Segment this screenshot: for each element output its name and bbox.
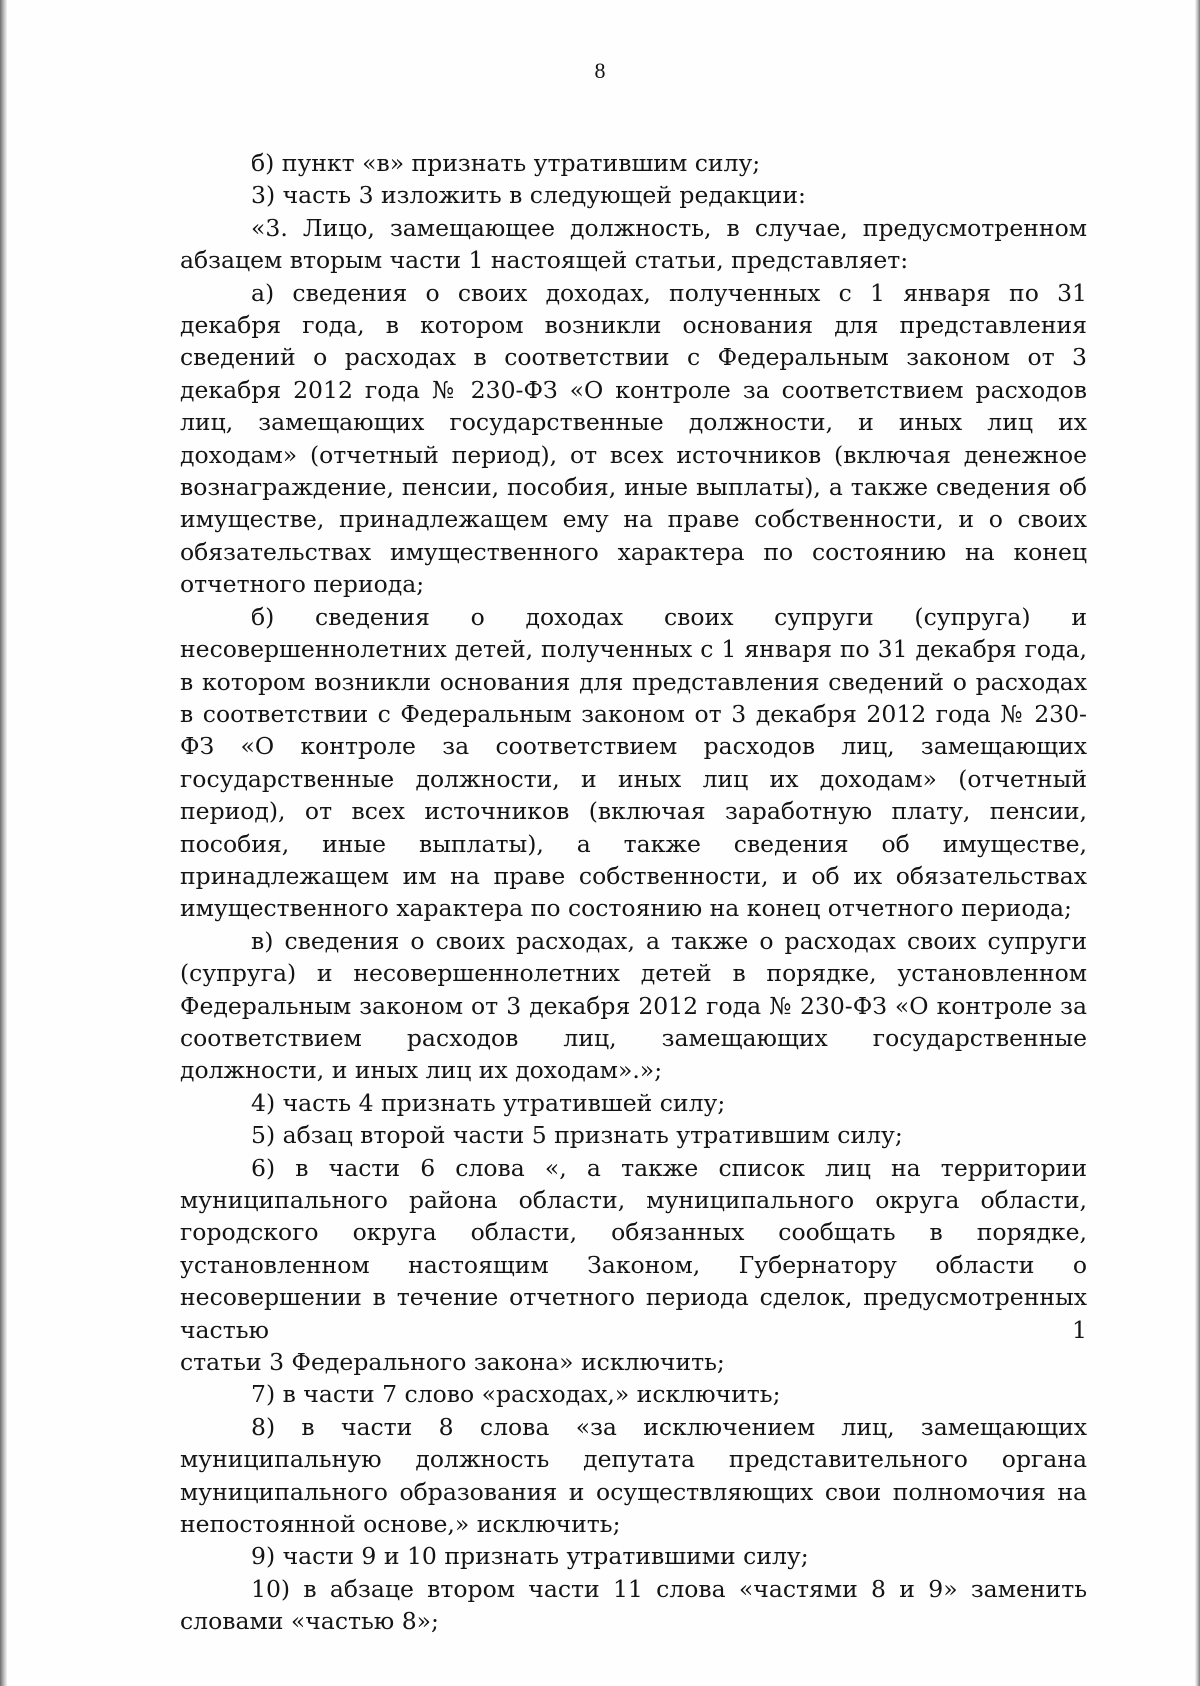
scan-edge-right (1195, 0, 1200, 1686)
paragraph-10-part-11: 10) в абзаце втором части 11 слова «частями 8 и 9» заменить словами «частью 8»; (180, 1574, 1087, 1636)
page-number: 8 (594, 58, 606, 83)
paragraph-part-3-text: «3. Лицо, замещающее должность, в случае, предусмотренном абзацем вторым части 1 настоящей статьи, представляет: (180, 213, 1087, 275)
paragraph-v-expenses: в) сведения о своих расходах, а также о расходах своих супруги (супруга) и несовершеннолетних детей в порядке, установленном Федеральным законом от 3 декабря 2012 года № 230-ФЗ «О контроле за соответствием расходов лиц, замещающих государственные должности, и иных лиц их доходам».»; (180, 926, 1087, 1085)
paragraph-b-spouse-income: б) сведения о доходах своих супруги (супруга) и несовершеннолетних детей, полученных с 1 января по 31 декабря года, в котором возникли основания для представления сведений о расходах в соответствии с Федеральным законом от 3 декабря 2012 года № 230-ФЗ «О контроле за соответствием расходов лиц, замещающих государственные должности, и иных лиц их доходам» (отчетный период), от всех источников (включая заработную плату, пенсии, пособия, иные выплаты), а также сведения об имуществе, принадлежащем им на праве собственности, и об их обязательствах имущественного характера по состоянию на конец отчетного периода; (180, 602, 1087, 923)
paragraph-7-part-7: 7) в части 7 слово «расходах,» исключить; (251, 1380, 781, 1409)
paragraph-4-part-4: 4) часть 4 признать утратившей силу; (251, 1088, 726, 1117)
paragraph-b-item-v: б) пункт «в» признать утратившим силу; (251, 149, 761, 177)
paragraph-6-part-6: 6) в части 6 слова «, а также список лиц на территории муниципального района области, муниципального округа области, городского округа области, обязанных сообщать в порядке, установленном настоящим Законом, Губернатору области о несовершении в течение отчетного периода сделок, предусмотренных частью 1 (180, 1153, 1087, 1344)
paragraph-a-income: а) сведения о своих доходах, полученных с 1 января по 31 декабря года, в котором возникли основания для представления сведений о расходах в соответствии с Федеральным законом от 3 декабря 2012 года № 230-ФЗ «О контроле за соответствием расходов лиц, замещающих государственные должности, и иных лиц их доходам» (отчетный период), от всех источников (включая денежное вознаграждение, пенсии, пособия, иные выплаты), а также сведения об имуществе, принадлежащем ему на праве собственности, и о своих обязательствах имущественного характера по состоянию на конец отчетного периода; (180, 278, 1087, 599)
paragraph-9-parts-9-10: 9) части 9 и 10 признать утратившими силу; (251, 1542, 809, 1571)
paragraph-3-part-3: 3) часть 3 изложить в следующей редакции: (251, 181, 806, 210)
scan-edge-left (0, 0, 7, 1686)
paragraph-5-part-5: 5) абзац второй части 5 признать утратившим силу; (251, 1121, 903, 1150)
document-body (180, 147, 1087, 1638)
paragraph-6-continuation: статьи 3 Федерального закона» исключить; (180, 1348, 725, 1377)
paragraph-8-part-8: 8) в части 8 слова «за исключением лиц, замещающих муниципальную должность депутата представительного органа муниципального образования и осуществляющих свои полномочия на непостоянной основе,» исключить; (180, 1412, 1087, 1539)
